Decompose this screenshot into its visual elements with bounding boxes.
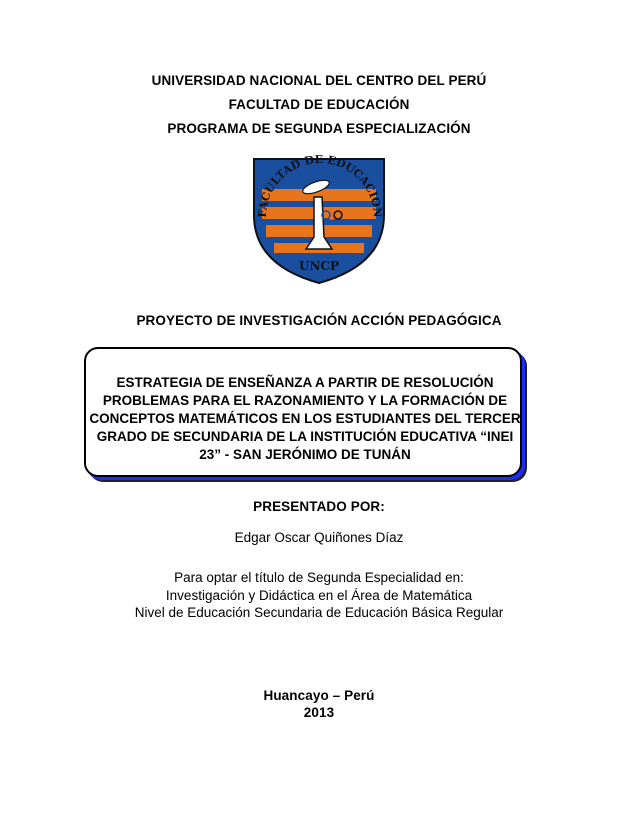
logo-bottom-text: UNCP [298, 259, 340, 273]
faculty-name: FACULTAD DE EDUCACIÓN [228, 97, 410, 112]
title-line: PROBLEMAS PARA EL RAZONAMIENTO Y LA FORMACIÓN DE [102, 393, 508, 408]
title-line: ESTRATEGIA DE ENSEÑANZA A PARTIR DE RESOLUCIÓN [116, 375, 494, 390]
title-line: GRADO DE SECUNDARIA DE LA INSTITUCIÓN EDUCATIVA “INEI [96, 429, 514, 444]
title-line: 23” - SAN JERÓNIMO DE TUNÁN [199, 447, 411, 462]
author-name: Edgar Oscar Quiñones Díaz [234, 530, 404, 545]
title-line: CONCEPTOS MATEMÁTICOS EN LOS ESTUDIANTES DEL TERCER [89, 411, 521, 426]
degree-line: Investigación y Didáctica en el Área de Matemática [165, 588, 473, 603]
program-name: PROGRAMA DE SEGUNDA ESPECIALIZACIÓN [167, 121, 471, 136]
degree-line: Para optar el título de Segunda Especialidad en: [174, 570, 464, 585]
thesis-title [80, 374, 530, 464]
faculty-logo [248, 145, 390, 287]
university-name: UNIVERSIDAD NACIONAL DEL CENTRO DEL PERÚ [151, 73, 487, 88]
presented-by-label: PRESENTADO POR: [253, 499, 385, 514]
place-label: Huancayo – Perú [263, 688, 375, 703]
year-label: 2013 [303, 705, 335, 720]
project-label: PROYECTO DE INVESTIGACIÓN ACCIÓN PEDAGÓGICA [136, 313, 502, 328]
degree-line: Nivel de Educación Secundaria de Educación Básica Regular [134, 605, 504, 620]
logo-arc-text: FACULTAD DE EDUCACION [255, 152, 385, 218]
